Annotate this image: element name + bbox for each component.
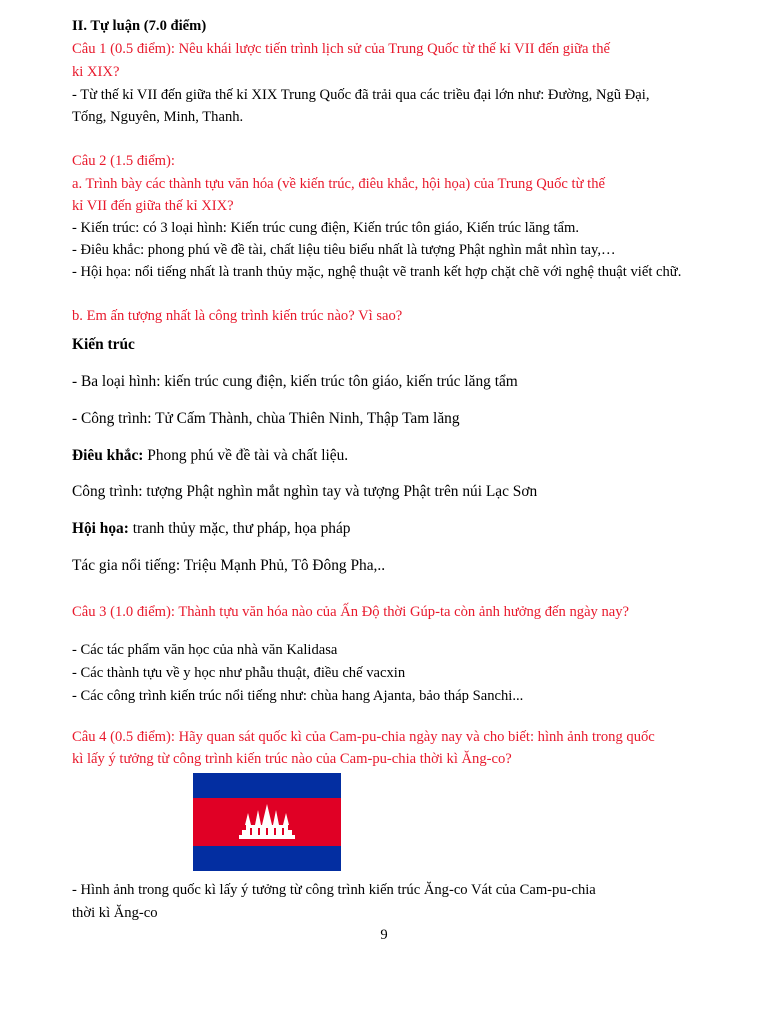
q1-title-line2: ki XIX?	[72, 64, 120, 80]
sculpture-label: Điêu khắc:	[72, 447, 144, 464]
q2a-title-line2: kỉ VII đến giữa thế kỉ XIX?	[72, 198, 234, 214]
q2-title: Câu 2 (1.5 điểm):	[72, 153, 175, 169]
q3-answer-literature: - Các tác phẩm văn học của nhà văn Kalidasa	[72, 642, 338, 658]
sculpture-line	[72, 446, 348, 466]
section-title: II. Tự luận (7.0 điểm)	[72, 18, 207, 34]
sculpture-text: Phong phú về đề tài và chất liệu.	[143, 447, 349, 464]
painting-label: Hội họa:	[72, 520, 129, 537]
q4-answer-line2: thời kì Ăng-co	[72, 905, 158, 921]
q3-answer-medicine: - Các thành tựu về y học như phẫu thuật, điều chế vacxin	[72, 665, 406, 681]
flag-blue-band-top	[193, 773, 341, 798]
q2a-answer-architecture: - Kiến trúc: có 3 loại hình: Kiến trúc cung điện, Kiến trúc tôn giáo, Kiến trúc lăng tẩm.	[72, 220, 579, 236]
q2a-answer-painting: - Hội họa: nổi tiếng nhất là tranh thủy mặc, nghệ thuật vẽ tranh kết hợp chặt chẽ với nghệ thuật viết chữ.	[72, 264, 682, 280]
q2a-answer-sculpture: - Điêu khắc: phong phú về đề tài, chất liệu tiêu biểu nhất là tượng Phật nghìn mắt nhìn tay,…	[72, 242, 616, 258]
painting-text: tranh thủy mặc, thư pháp, họa pháp	[128, 520, 351, 537]
architecture-heading: Kiến trúc	[72, 336, 135, 353]
q1-title-line1: Câu 1 (0.5 điểm): Nêu khái lược tiến trình lịch sử của Trung Quốc từ thế kỉ VII đến giữa thế	[72, 41, 611, 57]
cambodia-flag-image	[193, 773, 341, 871]
famous-authors: Tác gia nổi tiếng: Triệu Mạnh Phủ, Tô Đông Pha,..	[72, 557, 386, 574]
flag-blue-band-bottom	[193, 846, 341, 871]
q4-title-line2: kì lấy ý tưởng từ công trình kiến trúc nào của Cam-pu-chia thời kì Ăng-co?	[72, 751, 512, 767]
q2b-title: b. Em ấn tượng nhất là công trình kiến trúc nào? Vì sao?	[72, 308, 403, 324]
q3-answer-architecture: - Các công trình kiến trúc nổi tiếng như: chùa hang Ajanta, bảo tháp Sanchi...	[72, 688, 524, 704]
q1-answer-line2: Tống, Nguyên, Minh, Thanh.	[72, 109, 244, 125]
page-number: 9	[380, 927, 388, 943]
q4-title-line1: Câu 4 (0.5 điểm): Hãy quan sát quốc kì của Cam-pu-chia ngày nay và cho biết: hình ảnh trong quốc	[72, 729, 655, 745]
q1-answer-line1: - Từ thế kỉ VII đến giữa thế kỉ XIX Trung Quốc đã trải qua các triều đại lớn như: Đường, Ngũ Đại,	[72, 87, 650, 103]
q3-title: Câu 3 (1.0 điểm): Thành tựu văn hóa nào của Ấn Độ thời Gúp-ta còn ảnh hưởng đến ngày nay?	[72, 604, 630, 620]
painting-line	[72, 519, 351, 539]
architecture-works: - Công trình: Tử Cấm Thành, chùa Thiên Ninh, Thập Tam lăng	[72, 410, 460, 427]
q2a-title-line1: a. Trình bày các thành tựu văn hóa (về kiến trúc, điêu khắc, hội họa) của Trung Quốc từ thế	[72, 176, 605, 192]
q4-answer-line1: - Hình ảnh trong quốc kì lấy ý tưởng từ công trình kiến trúc Ăng-co Vát của Cam-pu-chia	[72, 882, 596, 898]
architecture-types: - Ba loại hình: kiến trúc cung điện, kiến trúc tôn giáo, kiến trúc lăng tẩm	[72, 373, 518, 390]
sculpture-works: Công trình: tượng Phật nghìn mắt nghìn tay và tượng Phật trên núi Lạc Sơn	[72, 483, 538, 500]
